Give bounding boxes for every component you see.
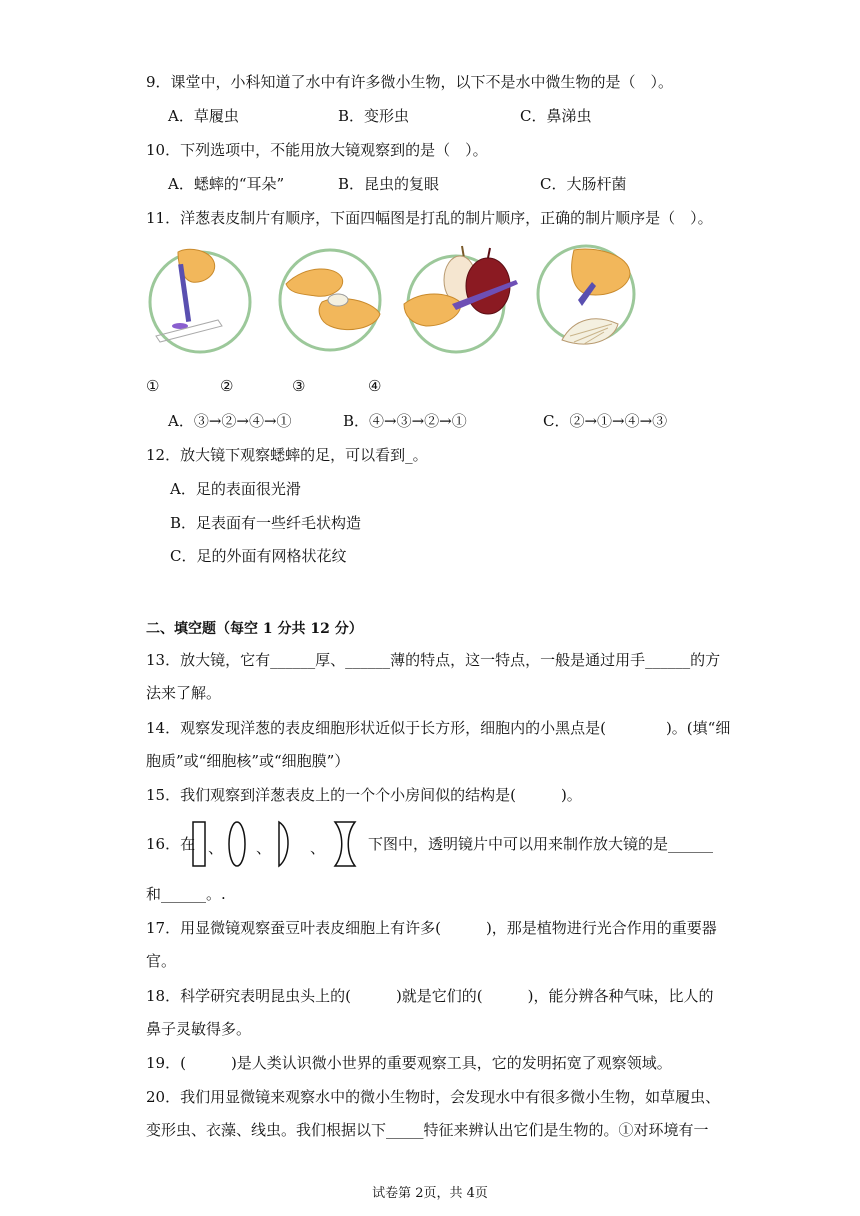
q10-stem: 10．下列选项中，不能用放大镜观察到的是（ ）。 <box>146 141 488 159</box>
q18-line-2: 鼻子灵敏得多。 <box>146 1020 252 1038</box>
q14-line-1: 14．观察发现洋葱的表皮细胞形状近似于长方形，细胞内的小黑点是( )。(填“细 <box>146 719 731 737</box>
q9-option-a: A．草履虫 <box>168 107 239 125</box>
q9-stem: 9．课堂中，小科知道了水中有许多微小生物，以下不是水中微生物的是（ ）。 <box>146 73 674 91</box>
q16-suffix: 下图中，透明镜片中可以用来制作放大镜的是______ <box>368 835 714 853</box>
q12-option-c: C．足的外面有网格状花纹 <box>170 547 347 565</box>
q12-stem: 12．放大镜下观察蟋蟀的足，可以看到_。 <box>146 446 428 464</box>
q9-option-c: C．鼻涕虫 <box>520 107 592 125</box>
q12-option-a: A．足的表面很光滑 <box>170 480 301 498</box>
q20-line-1: 20．我们用显微镜来观察水中的微小生物时，会发现水中有很多微小生物，如草履虫、 <box>146 1088 721 1106</box>
figure-dropper <box>148 244 258 356</box>
q16-sep-3: 、 <box>310 839 326 857</box>
figure-label-4: ④ <box>368 377 382 395</box>
q10-option-a: A．蟋蟀的“耳朵” <box>168 175 285 193</box>
lens-biconvex-icon <box>226 820 248 868</box>
q14-line-2: 胞质”或“细胞核”或“细胞膜”） <box>146 752 350 770</box>
figure-label-2: ② <box>220 377 234 395</box>
q13-line-1: 13．放大镜，它有______厚、______薄的特点，这一特点，一般是通过用手______的方 <box>146 651 721 669</box>
q9-option-b: B．变形虫 <box>338 107 410 125</box>
q13-line-2: 法来了解。 <box>146 684 222 702</box>
lens-flat-icon <box>190 820 208 868</box>
figure-label-3: ③ <box>292 377 306 395</box>
q16-sep-1: 、 <box>208 839 224 857</box>
q17-line-2: 官。 <box>146 952 177 970</box>
q11-stem: 11．洋葱表皮制片有顺序，下面四幅图是打乱的制片顺序，正确的制片顺序是（ ）。 <box>146 209 713 227</box>
figure-onion <box>402 244 522 356</box>
q16-sep-2: 、 <box>256 839 272 857</box>
section-title: 二、填空题（每空 1 分共 12 分） <box>146 621 363 637</box>
q11-option-b: B．④→③→②→① <box>343 412 467 430</box>
q17-line-1: 17．用显微镜观察蚕豆叶表皮细胞上有许多( )，那是植物进行光合作用的重要器 <box>146 919 717 937</box>
q10-option-b: B．昆虫的复眼 <box>338 175 440 193</box>
q20-line-2: 变形虫、衣藻、线虫。我们根据以下_____特征来辨认出它们是生物的。①对环境有一 <box>146 1121 709 1139</box>
q11-option-a: A．③→②→④→① <box>168 412 292 430</box>
page-footer: 试卷第 2页，共 4页 <box>372 1186 488 1201</box>
figure-tweezers <box>276 244 386 356</box>
q18-line-1: 18．科学研究表明昆虫头上的( )就是它们的( )，能分辨各种气味，比人的 <box>146 987 714 1005</box>
q16-line-2: 和______。. <box>146 885 226 903</box>
figure-cover-glass <box>534 244 644 356</box>
lens-biconcave-icon <box>332 820 358 868</box>
q19-line-1: 19．( )是人类认识微小世界的重要观察工具，它的发明拓宽了观察领域。 <box>146 1054 672 1072</box>
q12-option-b: B．足表面有一些纤毛状构造 <box>170 514 362 532</box>
q11-option-c: C．②→①→④→③ <box>543 412 668 430</box>
q10-option-c: C．大肠杆菌 <box>540 175 627 193</box>
figure-label-1: ① <box>146 377 160 395</box>
lens-planoconvex-icon <box>274 820 294 868</box>
q16-prefix: 16．在 <box>146 835 196 853</box>
q15-line-1: 15．我们观察到洋葱表皮上的一个个小房间似的结构是( )。 <box>146 786 582 804</box>
